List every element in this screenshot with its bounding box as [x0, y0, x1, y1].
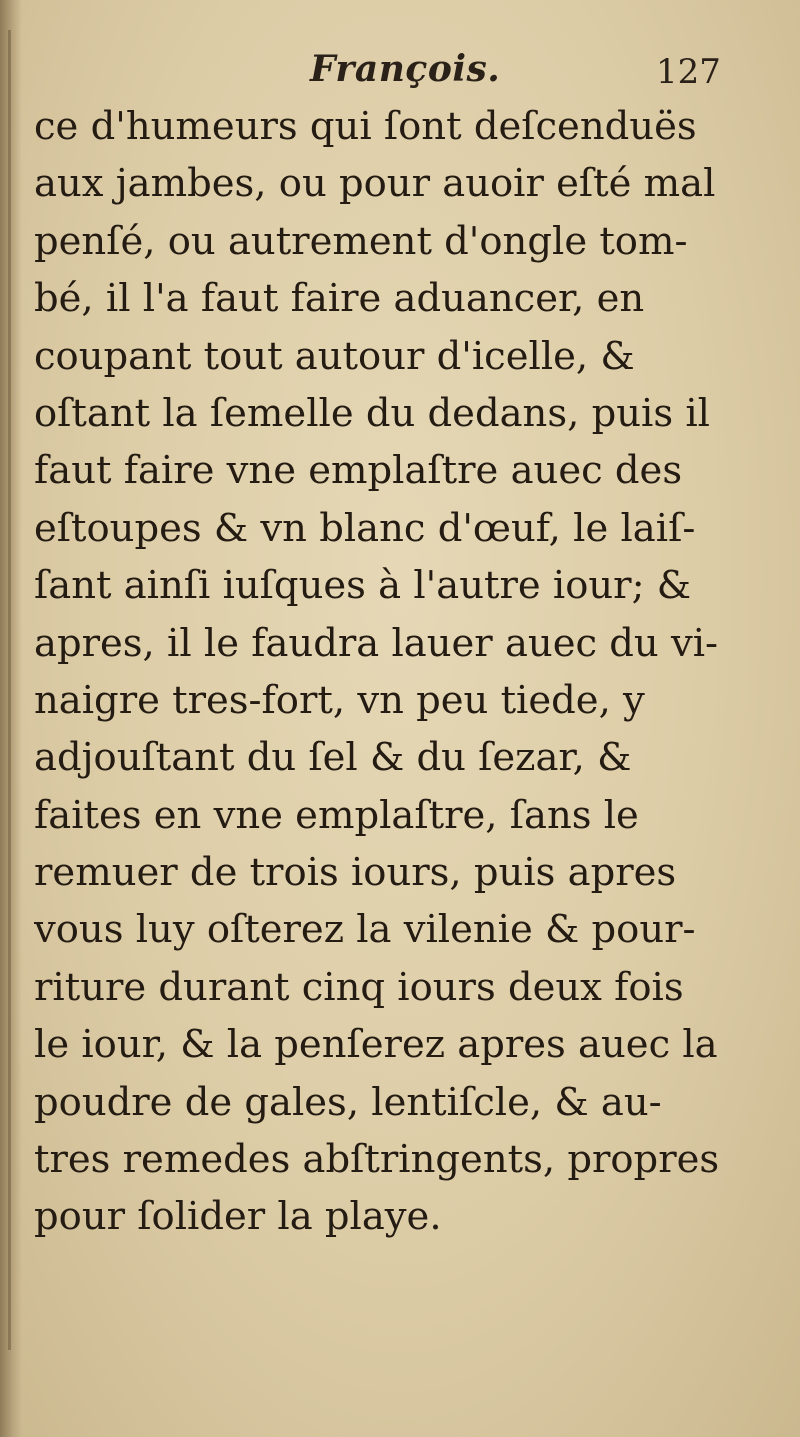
text-line: vous luy oſterez la vilenie & pour-: [34, 907, 696, 953]
binding-edge: [8, 30, 11, 1350]
text-line: adjouſtant du ſel & du ſezar, &: [34, 735, 632, 781]
text-line: poudre de gales, lentiſcle, & au-: [34, 1079, 662, 1125]
text-line: ce d'humeurs qui ſont deſcenduës: [34, 104, 697, 149]
text-line: penſé, ou autrement d'ongle tom-: [34, 218, 688, 264]
text-line: le iour, & la penſerez apres auec la: [34, 1022, 718, 1068]
text-line: riture durant cinq iours deux fois: [34, 964, 684, 1010]
page-number: 127: [656, 52, 721, 92]
text-line: tres remedes abſtringents, propres: [34, 1137, 720, 1183]
text-line: oſtant la ſemelle du dedans, puis il: [34, 390, 710, 436]
page-gutter: [0, 0, 22, 1437]
text-line: bé, il l'a faut faire aduancer, en: [34, 276, 645, 322]
text-line: coupant tout autour d'icelle, &: [34, 333, 635, 379]
text-line: naigre tres-fort, vn peu tiede, y: [34, 677, 645, 723]
text-line: faites en vne emplaſtre, ſans le: [34, 792, 639, 838]
text-line: pour ſolider la playe.: [34, 1194, 442, 1240]
body-text: [34, 98, 774, 1246]
text-line: apres, il le faudra lauer auec du vi-: [34, 620, 719, 666]
text-line: faut faire vne emplaſtre auec des: [34, 448, 683, 494]
text-line: ſant ainſi iuſques à l'autre iour; &: [34, 563, 692, 609]
text-line: eſtoupes & vn blanc d'œuf, le laiſ-: [34, 505, 696, 551]
text-line: remuer de trois iours, puis apres: [34, 850, 677, 896]
running-title: François.: [310, 48, 501, 90]
text-line: aux jambes, ou pour auoir eſté mal: [34, 161, 716, 207]
